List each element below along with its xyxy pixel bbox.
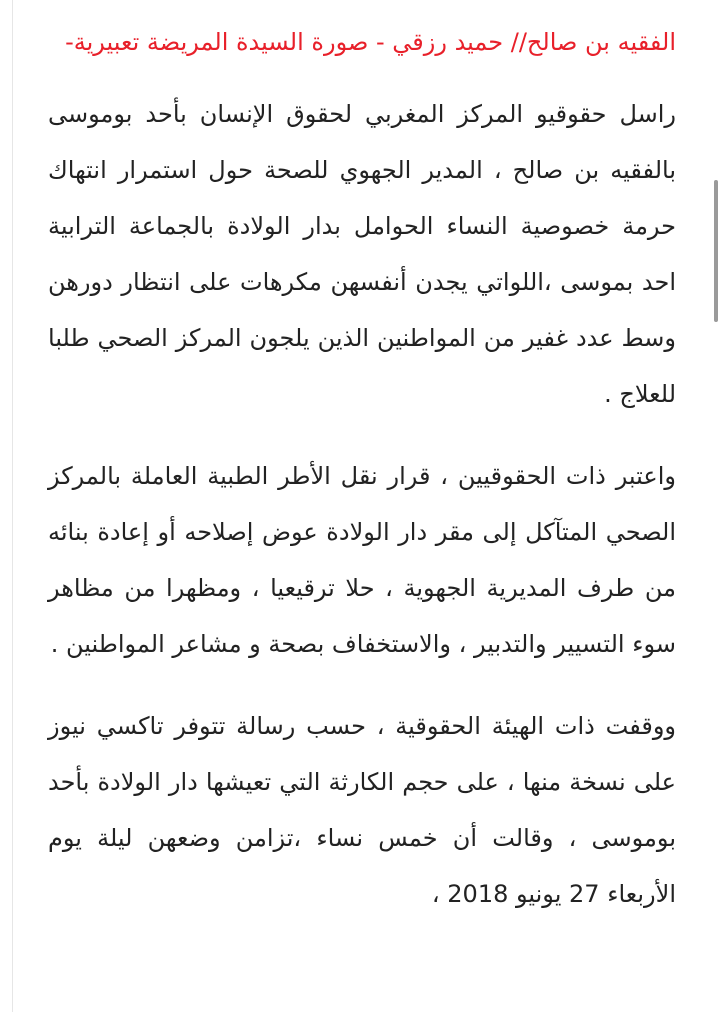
article-paragraph-1: راسل حقوقيو المركز المغربي لحقوق الإنسان بأحد بوموسى بالفقيه بن صالح ، المدير الجهوي للصحة حول استمرار انتهاك حرمة خصوصية النساء الحوامل بدار الولادة بالجماعة الترابية احد بموسى ،اللواتي يجدن أنفسهن مكرهات على انتظار دورهن وسط عدد غفير من المواطنين الذين يلجون المركز الصحي طلبا للعلاج . — [48, 100, 676, 408]
article-photo-caption: الفقيه بن صالح// حميد رزقي - صورة السيدة المريضة تعبيرية- — [65, 28, 676, 56]
article-paragraph-2: واعتبر ذات الحقوقيين ، قرار نقل الأطر الطبية العاملة بالمركز الصحي المتآكل إلى مقر دار الولادة عوض إصلاحه أو إعادة بنائه من طرف المديرية الجهوية ، حلا ترقيعيا ، ومظهرا من مظاهر سوء التسيير والتدبير ، والاستخفاف بصحة و مشاعر المواطنين . — [48, 462, 676, 658]
vertical-scrollbar[interactable] — [712, 0, 720, 1012]
scrollbar-thumb[interactable] — [714, 180, 718, 322]
article-paragraph-3: ووقفت ذات الهيئة الحقوقية ، حسب رسالة تتوفر تاكسي نيوز على نسخة منها ، على حجم الكارثة التي تعيشها دار الولادة بأحد بوموسى ، وقالت أن خمس نساء ،تزامن وضعهن ليلة يوم الأربعاء 27 يونيو 2018 ، — [48, 712, 676, 908]
article-body — [48, 0, 676, 948]
page-edge-divider — [12, 0, 13, 1012]
